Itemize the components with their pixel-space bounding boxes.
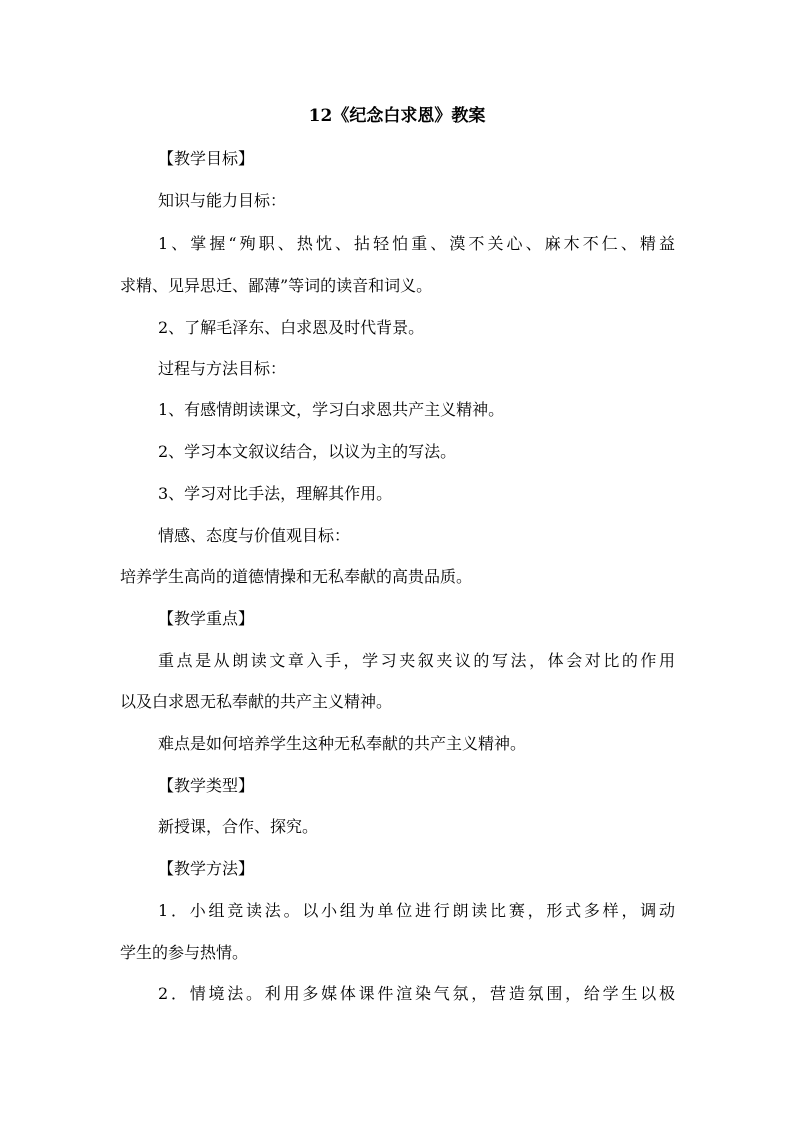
paragraph-line: 难点是如何培养学生这种无私奉献的共产主义精神。 [158, 734, 527, 753]
paragraph-line: 1、掌握“殉职、热忱、拈轻怕重、漠不关心、麻木不仁、精益 [158, 234, 675, 253]
section-heading-lesson-type: 【教学类型】 [158, 776, 255, 795]
section-heading-key-points: 【教学重点】 [158, 609, 255, 628]
section-heading-teaching-methods: 【教学方法】 [158, 859, 255, 878]
paragraph-line: 培养学生高尚的道德情操和无私奉献的高贵品质。 [120, 567, 473, 586]
subheading-emotion-values: 情感、态度与价值观目标： [158, 526, 351, 545]
paragraph-line: 2、学习本文叙议结合，以议为主的写法。 [158, 442, 457, 461]
paragraph-line: 2．情境法。利用多媒体课件渲染气氛，营造氛围，给学生以极 [158, 984, 675, 1003]
paragraph-line: 2、了解毛泽东、白求恩及时代背景。 [158, 318, 425, 337]
paragraph-line: 1、有感情朗读课文，学习白求恩共产主义精神。 [158, 400, 505, 419]
paragraph-line: 3、学习对比手法，理解其作用。 [158, 484, 393, 503]
section-heading-objectives: 【教学目标】 [158, 149, 255, 168]
paragraph-line: 1．小组竞读法。以小组为单位进行朗读比赛，形式多样，调动 [158, 901, 675, 920]
document-title: 12《纪念白求恩》教案 [308, 106, 486, 126]
subheading-process-method: 过程与方法目标： [158, 359, 287, 378]
paragraph-line: 以及白求恩无私奉献的共产主义精神。 [120, 692, 393, 711]
paragraph-line: 重点是从朗读文章入手，学习夹叙夹议的写法，体会对比的作用 [158, 651, 675, 670]
subheading-knowledge-ability: 知识与能力目标： [158, 191, 287, 210]
paragraph-line: 学生的参与热情。 [120, 943, 249, 962]
paragraph-line: 新授课，合作、探究。 [158, 817, 319, 836]
paragraph-line: 求精、见异思迁、鄙薄”等词的读音和词义。 [120, 276, 433, 295]
